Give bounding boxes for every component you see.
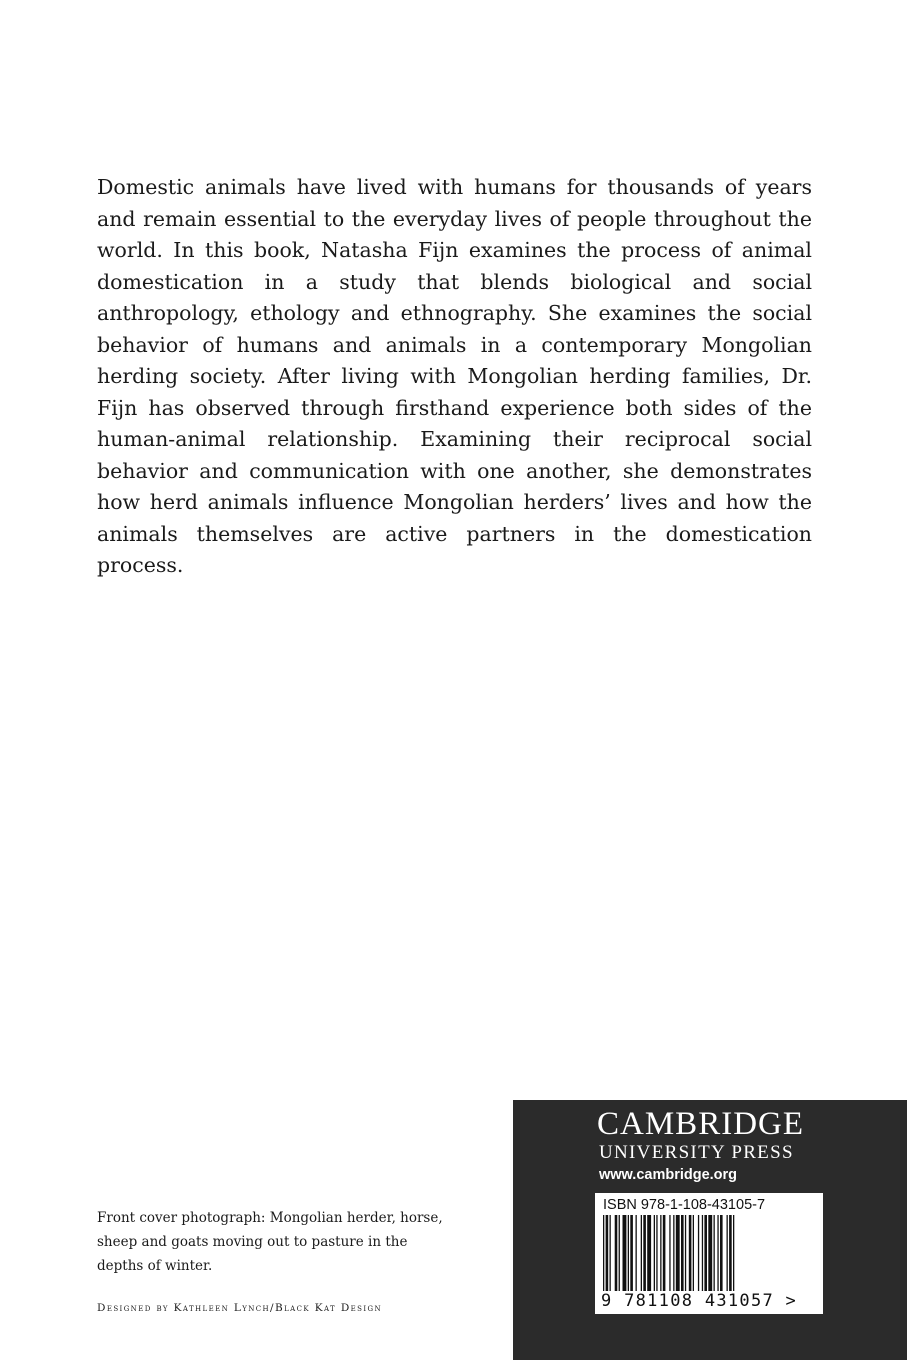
barcode-bar (669, 1215, 670, 1291)
cover-photo-caption: Front cover photograph: Mongolian herder, horse, sheep and goats moving out to pasture in the depths of winter. (97, 1210, 443, 1274)
publisher-url: www.cambridge.org (599, 1167, 738, 1183)
barcode-block (595, 1193, 823, 1314)
barcode-bar (636, 1215, 637, 1291)
barcode-bar (619, 1215, 620, 1291)
book-description: Domestic animals have lived with humans for thousands of years and remain essential to the everyday lives of people throughout the world. In this book, Natasha Fijn examines the process of animal domestication in a study that blends biological and social anthropology, ethology and ethnography. She examines the social behavior of humans and animals in a contemporary Mongolian herding society. After living with Mongolian herding families, Dr. Fijn has observed through firsthand experience both sides of the human-animal relationship. Examining their reciprocal social behavior and communication with one another, she demonstrates how herd animals influence Mongolian herders’ lives and how the animals themselves are active partners in the domestication process. (97, 175, 812, 577)
barcode-bar (733, 1215, 734, 1291)
barcode-bar (647, 1215, 651, 1291)
barcode-bar (673, 1215, 674, 1291)
barcode-bar (717, 1215, 718, 1291)
barcode-bar (698, 1215, 699, 1291)
barcode-bar (704, 1215, 707, 1291)
barcode-bar (676, 1215, 680, 1291)
barcode-bar (681, 1215, 684, 1291)
barcode-bar (689, 1215, 692, 1291)
barcode-bar (623, 1215, 627, 1291)
barcode-digits: 9 781108 431057 > (601, 1291, 798, 1311)
isbn-label: ISBN 978-1-108-43105-7 (603, 1197, 766, 1213)
barcode-bar (643, 1215, 646, 1291)
barcode-bar (693, 1215, 694, 1291)
publisher-logo-subname: UNIVERSITY PRESS (599, 1142, 794, 1163)
barcode-bar (628, 1215, 629, 1291)
barcode-bar (615, 1215, 618, 1291)
barcode-bar (714, 1215, 715, 1291)
barcode-bar (708, 1215, 712, 1291)
barcode-bar (720, 1215, 723, 1291)
barcode-bar (656, 1215, 657, 1291)
barcode-bar (685, 1215, 686, 1291)
barcode-bar (654, 1215, 655, 1291)
barcode-bar (610, 1215, 611, 1291)
barcode-bar (603, 1215, 604, 1291)
barcode-icon (603, 1215, 815, 1291)
publisher-logo-name: CAMBRIDGE (597, 1106, 805, 1142)
barcode-bar (660, 1215, 661, 1291)
barcode-bar (729, 1215, 732, 1291)
barcode-bar (663, 1215, 666, 1291)
barcode-bar (630, 1215, 633, 1291)
barcode-bar (641, 1215, 642, 1291)
publisher-panel (513, 1100, 907, 1360)
barcode-bar (606, 1215, 609, 1291)
barcode-bar (727, 1215, 728, 1291)
designer-credit: Designed by Kathleen Lynch/Black Kat Design (97, 1302, 383, 1314)
barcode-bar (702, 1215, 703, 1291)
